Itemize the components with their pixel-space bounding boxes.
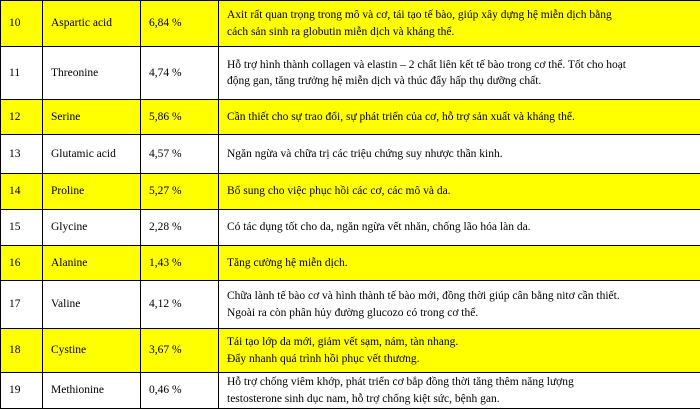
table-row: [1, 47, 700, 100]
row-number: 12: [1, 100, 43, 135]
row-number: 16: [1, 246, 43, 281]
amino-acid-percentage: 4,74 %: [141, 47, 219, 100]
row-number: 13: [1, 135, 43, 174]
amino-acid-percentage: 0,46 %: [141, 373, 219, 409]
description-line: Ngoài ra còn phân hủy đường glucozo có trong cơ thể.: [227, 306, 479, 319]
amino-acid-table-body: [1, 1, 700, 409]
row-number: 15: [1, 210, 43, 246]
amino-acid-percentage: 5,86 %: [141, 100, 219, 135]
description-line: Đẩy nhanh quá trình hồi phục vết thương.: [227, 352, 420, 365]
amino-acid-description: [219, 100, 700, 135]
row-number: 11: [1, 47, 43, 100]
amino-acid-percentage: 5,27 %: [141, 174, 219, 210]
description-line: Chữa lành tế bào cơ và hình thành tế bào mới, đồng thời giúp cân bằng nitơ cần thiết.: [227, 290, 620, 303]
row-number: 10: [1, 1, 43, 47]
row-number: 18: [1, 329, 43, 373]
table-row: [1, 246, 700, 281]
amino-acid-name: Proline: [43, 174, 141, 210]
amino-acid-name: Glutamic acid: [43, 135, 141, 174]
table-row: [1, 329, 700, 373]
description-line: Cần thiết cho sự trao đổi, sự phát triển của cơ, hỗ trợ sản xuất và kháng thể.: [227, 110, 575, 123]
amino-acid-name: Alanine: [43, 246, 141, 281]
amino-acid-description: [219, 281, 700, 329]
amino-acid-name: Glycine: [43, 210, 141, 246]
description-line: Ngăn ngừa và chữa trị các triệu chứng suy nhược thần kinh.: [227, 147, 503, 160]
table-row: [1, 1, 700, 47]
amino-acid-description: [219, 210, 700, 246]
amino-acid-percentage: 6,84 %: [141, 1, 219, 47]
amino-acid-description: [219, 1, 700, 47]
amino-acid-description: [219, 246, 700, 281]
amino-acid-description: [219, 47, 700, 100]
table-row: [1, 135, 700, 174]
amino-acid-percentage: 2,28 %: [141, 210, 219, 246]
table-row: [1, 174, 700, 210]
amino-acid-name: Aspartic acid: [43, 1, 141, 47]
description-line: cách sản sinh ra globutin miễn dịch và kháng thể.: [227, 25, 455, 38]
description-line: Bổ sung cho việc phục hồi các cơ, các mô và da.: [227, 185, 451, 198]
table-row: [1, 210, 700, 246]
amino-acid-name: Serine: [43, 100, 141, 135]
description-line: Tái tạo lớp da mới, giảm vết sạm, nám, tàn nhang.: [227, 336, 459, 349]
description-line: Có tác dụng tốt cho da, ngăn ngừa vết nhăn, chống lão hóa làn da.: [227, 221, 531, 234]
table-row: [1, 100, 700, 135]
table-row: [1, 373, 700, 409]
amino-acid-percentage: 3,67 %: [141, 329, 219, 373]
amino-acid-description: [219, 329, 700, 373]
amino-acid-name: Methionine: [43, 373, 141, 409]
description-line: Tăng cường hệ miễn dịch.: [227, 256, 348, 269]
amino-acid-percentage: 4,57 %: [141, 135, 219, 174]
description-line: Hỗ trợ chống viêm khớp, phát triển cơ bắp đồng thời tăng thêm năng lượng: [227, 376, 574, 389]
row-number: 14: [1, 174, 43, 210]
description-line: Hỗ trợ hình thành collagen và elastin – 2 chất liên kết tế bào trong cơ thể. Tốt cho hoạt: [227, 58, 627, 71]
description-line: động gan, tăng trưởng hệ miễn dịch và thúc đẩy hấp thụ dưỡng chất.: [227, 75, 542, 87]
amino-acid-name: Valine: [43, 281, 141, 329]
amino-acid-description: [219, 135, 700, 174]
amino-acid-name: Cystine: [43, 329, 141, 373]
description-line: testosterone sinh dục nam, hỗ trợ chống kiệt sức, bệnh gan.: [227, 392, 500, 405]
row-number: 19: [1, 373, 43, 409]
row-number: 17: [1, 281, 43, 329]
amino-acid-percentage: 1,43 %: [141, 246, 219, 281]
amino-acid-percentage: 4,12 %: [141, 281, 219, 329]
amino-acid-name: Threonine: [43, 47, 141, 100]
amino-acid-description: [219, 373, 700, 409]
description-line: Axit rất quan trọng trong mô và cơ, tái tạo tế bào, giúp xây dựng hệ miễn dịch bằng: [227, 9, 612, 22]
table-row: [1, 281, 700, 329]
amino-acid-description: [219, 174, 700, 210]
